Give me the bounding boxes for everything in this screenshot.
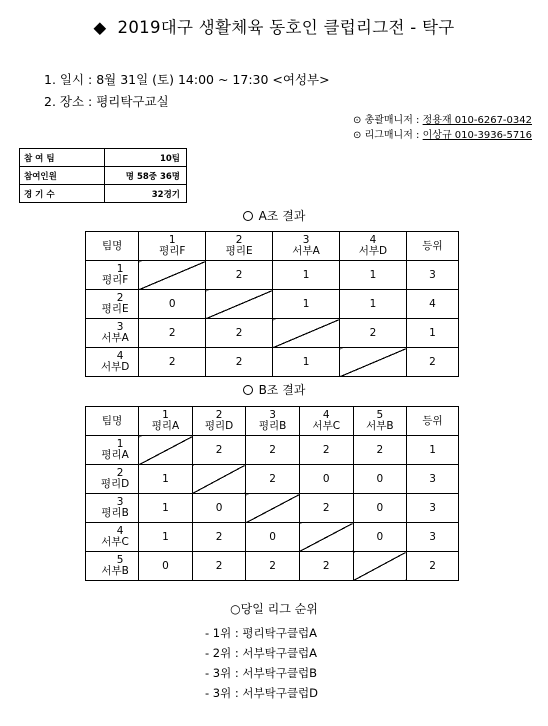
team-name: 서부B xyxy=(366,420,394,432)
summary-value: 10팀 xyxy=(105,149,187,167)
team-name: 서부B xyxy=(101,565,129,577)
column-header xyxy=(273,232,340,261)
rank-cell: 3 xyxy=(406,261,458,290)
team-row xyxy=(86,436,459,465)
score-cell: 2 xyxy=(206,348,273,377)
score-cell: 1 xyxy=(340,261,407,290)
rank-cell: 1 xyxy=(407,436,459,465)
rank-header: 등위 xyxy=(406,232,458,261)
group-b-table xyxy=(85,406,459,581)
diagonal-cell xyxy=(353,552,407,581)
summary-row xyxy=(20,167,187,185)
group-b-caption xyxy=(0,381,548,398)
rank-cell: 2 xyxy=(407,552,459,581)
score-cell: 2 xyxy=(246,552,300,581)
row-header xyxy=(86,523,139,552)
team-number: 3 xyxy=(116,496,124,508)
summary-key: 경 기 수 xyxy=(20,185,105,203)
rank-header: 등위 xyxy=(407,407,459,436)
team-name: 평리D xyxy=(204,420,234,432)
rank-cell: 4 xyxy=(406,290,458,319)
rank-cell: 1 xyxy=(406,319,458,348)
rank-cell: 3 xyxy=(407,465,459,494)
score-cell: 0 xyxy=(139,290,206,319)
manager-league xyxy=(353,126,532,141)
score-cell: 1 xyxy=(273,290,340,319)
team-number: 4 xyxy=(322,409,330,421)
score-cell: 2 xyxy=(340,319,407,348)
column-header xyxy=(246,407,300,436)
team-number: 1 xyxy=(162,409,169,421)
team-number: 2 xyxy=(235,234,243,246)
team-row xyxy=(86,523,459,552)
row-header xyxy=(86,494,139,523)
header-row xyxy=(86,407,459,436)
column-header xyxy=(340,232,407,261)
team-row xyxy=(86,494,459,523)
score-cell: 2 xyxy=(246,436,300,465)
team-row xyxy=(86,465,459,494)
bullet-icon: ⊙ xyxy=(353,130,362,141)
row-header xyxy=(86,552,139,581)
team-number: 2 xyxy=(215,409,223,421)
manager-value: 정용재 010-6267-0342 xyxy=(422,115,532,126)
team-name: 서부C xyxy=(101,536,129,548)
score-cell: 0 xyxy=(192,494,246,523)
corner-cell: 팀명 xyxy=(86,407,139,436)
score-cell: 2 xyxy=(299,552,353,581)
score-cell: 1 xyxy=(139,465,193,494)
row-header xyxy=(86,261,139,290)
page-title xyxy=(0,14,548,38)
score-cell: 2 xyxy=(192,523,246,552)
circle-icon xyxy=(243,385,253,395)
team-number: 3 xyxy=(116,321,124,333)
team-number: 4 xyxy=(116,350,124,362)
rank-item: - 3위 : 서부탁구클럽D xyxy=(205,686,318,700)
diagonal-cell xyxy=(246,494,300,523)
team-name: 평리D xyxy=(100,478,130,490)
score-cell: 1 xyxy=(273,261,340,290)
manager-value: 이상규 010-3936-5716 xyxy=(422,130,532,141)
rank-cell: 3 xyxy=(407,523,459,552)
row-header xyxy=(86,290,139,319)
score-cell: 2 xyxy=(192,552,246,581)
team-number: 1 xyxy=(116,438,124,450)
score-cell: 2 xyxy=(206,261,273,290)
team-number: 5 xyxy=(376,409,384,421)
group-a-table xyxy=(85,231,459,377)
manager-label: 리그매니저 : xyxy=(364,130,420,141)
team-number: 3 xyxy=(302,234,310,246)
score-cell: 1 xyxy=(139,523,193,552)
caption-text: B조 결과 xyxy=(258,383,306,397)
team-row xyxy=(86,261,459,290)
score-cell: 0 xyxy=(299,465,353,494)
caption-text: A조 결과 xyxy=(258,209,306,223)
corner-cell: 팀명 xyxy=(86,232,139,261)
rank-item: - 1위 : 평리탁구클럽A xyxy=(205,626,317,640)
column-header xyxy=(139,232,206,261)
team-row xyxy=(86,290,459,319)
circle-icon: ○ xyxy=(230,602,241,616)
column-header xyxy=(139,407,193,436)
score-cell: 2 xyxy=(139,348,206,377)
manager-general xyxy=(353,111,532,126)
summary-row xyxy=(20,185,187,203)
summary-value: 명 58중 36명 xyxy=(105,167,187,185)
row-header xyxy=(86,436,139,465)
team-number: 4 xyxy=(369,234,377,246)
score-cell: 0 xyxy=(353,465,407,494)
team-name: 평리B xyxy=(258,420,287,432)
diagonal-cell xyxy=(139,261,206,290)
team-number: 2 xyxy=(116,292,124,304)
team-name: 평리B xyxy=(101,507,129,519)
score-cell: 0 xyxy=(246,523,300,552)
team-name: 서부A xyxy=(101,332,129,344)
rank-item: - 3위 : 서부탁구클럽B xyxy=(205,666,317,680)
score-cell: 1 xyxy=(273,348,340,377)
info-place: 2. 장소 : 평리탁구교실 xyxy=(44,94,169,109)
rank-cell: 2 xyxy=(406,348,458,377)
team-number: 3 xyxy=(269,409,276,421)
score-cell: 0 xyxy=(353,494,407,523)
group-a-caption xyxy=(0,207,548,224)
team-name: 평리F xyxy=(159,245,186,257)
team-number: 1 xyxy=(168,234,176,246)
diagonal-cell xyxy=(192,465,246,494)
team-row xyxy=(86,348,459,377)
row-header xyxy=(86,348,139,377)
score-cell: 2 xyxy=(299,494,353,523)
diagonal-cell xyxy=(206,290,273,319)
team-name: 서부D xyxy=(100,361,130,373)
row-header xyxy=(86,465,139,494)
title-text: 2019대구 생활체육 동호인 클럽리그전 - 탁구 xyxy=(117,18,455,37)
summary-key: 참 여 팀 xyxy=(20,149,105,167)
summary-value: 32경기 xyxy=(105,185,187,203)
team-number: 2 xyxy=(116,467,124,479)
team-name: 평리F xyxy=(101,274,129,286)
summary-key: 참여인원 xyxy=(20,167,105,185)
score-cell: 2 xyxy=(206,319,273,348)
team-number: 1 xyxy=(116,263,124,275)
team-number: 5 xyxy=(116,554,124,566)
summary-row xyxy=(20,149,187,167)
team-name: 서부D xyxy=(358,245,388,257)
score-cell: 0 xyxy=(353,523,407,552)
league-title xyxy=(0,600,548,617)
team-name: 평리E xyxy=(101,303,129,315)
rank-item: - 2위 : 서부탁구클럽A xyxy=(205,646,317,660)
score-cell: 1 xyxy=(340,290,407,319)
circle-icon xyxy=(243,211,253,221)
score-cell: 2 xyxy=(139,319,206,348)
team-name: 평리A xyxy=(151,420,180,432)
team-number: 4 xyxy=(116,525,124,537)
score-cell: 2 xyxy=(353,436,407,465)
team-name: 평리E xyxy=(225,245,253,257)
score-cell: 0 xyxy=(139,552,193,581)
team-name: 서부C xyxy=(312,420,341,432)
diamond-icon: ◆ xyxy=(93,18,107,37)
league-title-text: 당일 리그 순위 xyxy=(240,602,318,616)
info-date: 1. 일시 : 8월 31일 (토) 14:00 ~ 17:30 <여성부> xyxy=(44,72,330,87)
score-cell: 2 xyxy=(192,436,246,465)
summary-table xyxy=(19,148,187,203)
score-cell: 1 xyxy=(139,494,193,523)
row-header xyxy=(86,319,139,348)
team-row xyxy=(86,319,459,348)
column-header xyxy=(299,407,353,436)
team-name: 서부A xyxy=(292,245,320,257)
rank-cell: 3 xyxy=(407,494,459,523)
diagonal-cell xyxy=(139,436,193,465)
diagonal-cell xyxy=(273,319,340,348)
column-header xyxy=(206,232,273,261)
column-header xyxy=(192,407,246,436)
team-name: 평리A xyxy=(101,449,129,461)
score-cell: 2 xyxy=(299,436,353,465)
diagonal-cell xyxy=(299,523,353,552)
score-cell: 2 xyxy=(246,465,300,494)
team-row xyxy=(86,552,459,581)
header-row xyxy=(86,232,459,261)
bullet-icon: ⊙ xyxy=(353,115,362,126)
diagonal-cell xyxy=(340,348,407,377)
manager-label: 총괄매니저 : xyxy=(364,115,420,126)
column-header xyxy=(353,407,407,436)
